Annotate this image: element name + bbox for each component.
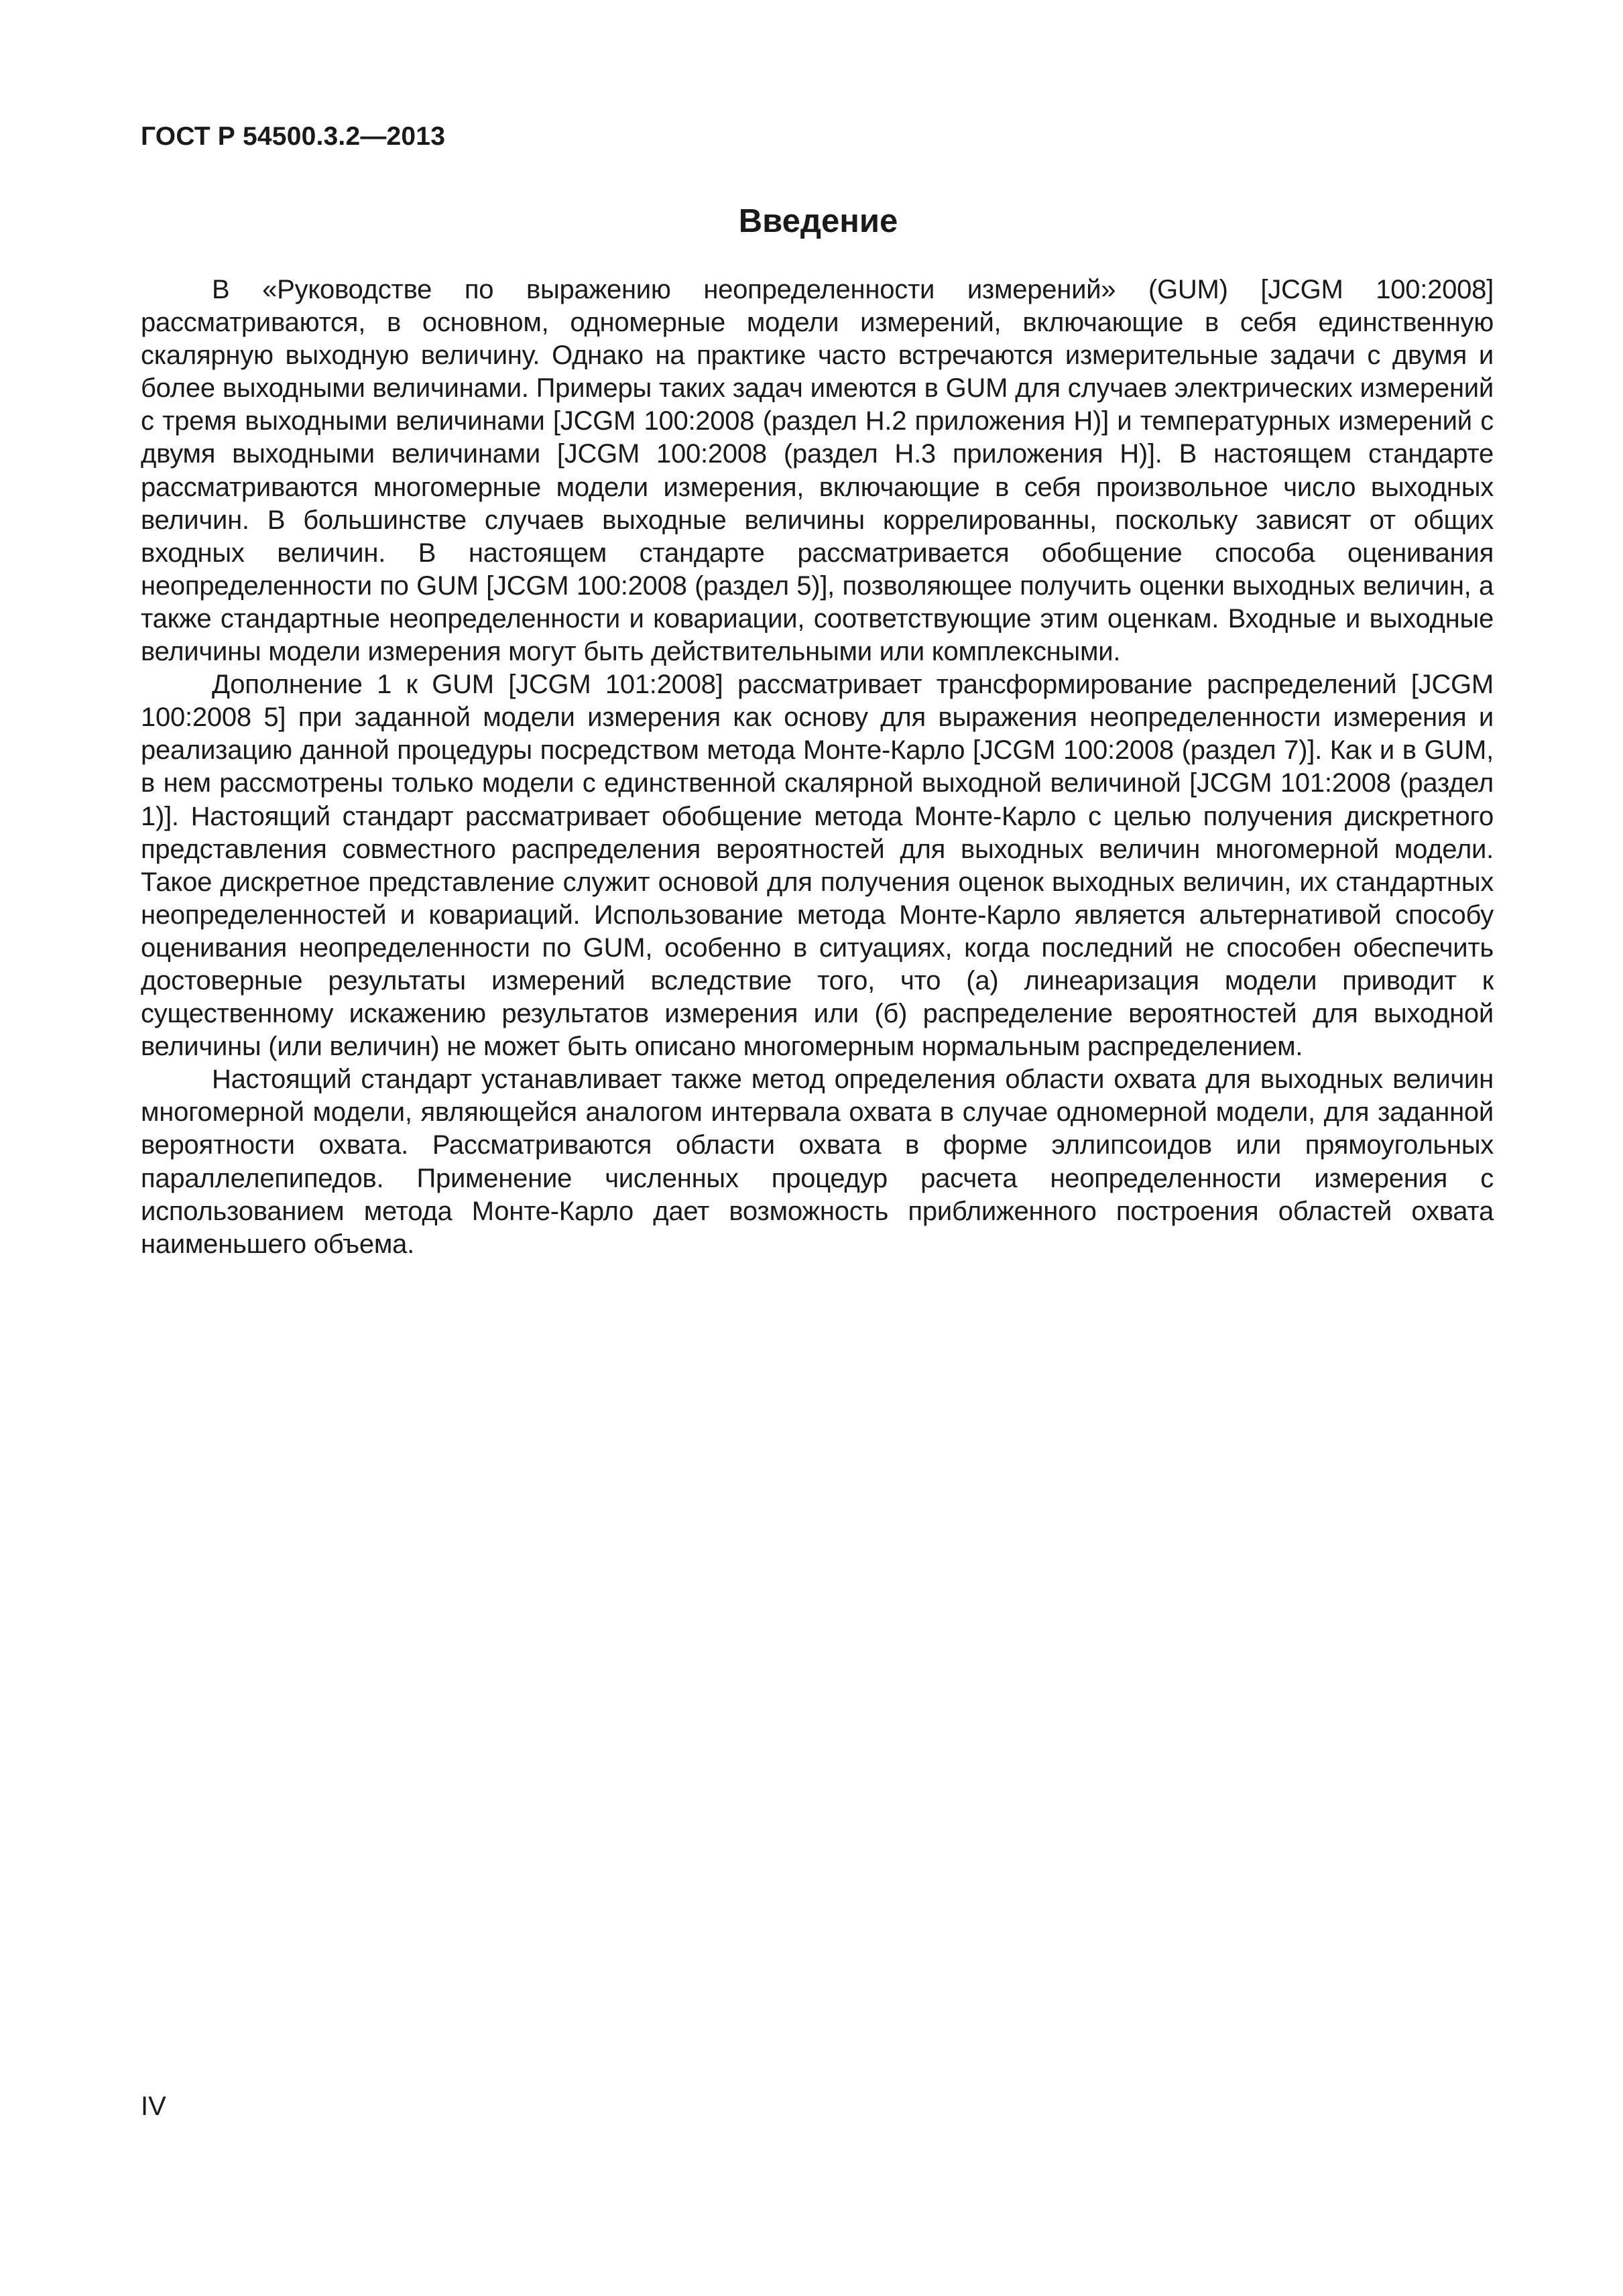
paragraph-3: Настоящий стандарт устанавливает также метод определения области охвата для выходных величин многомерной модели, являющейся аналогом интервала охвата в случае одномерной модели, для заданной вероятности охвата. Рассматриваются области охвата в форме эллипсоидов или прямоугольных параллелепипедов. Применение численных процедур расчета неопределенности измерения с использованием метода Монте-Карло дает возможность приближенного построения областей охвата наименьшего объема.: [141, 1065, 1494, 1259]
paragraph-1: В «Руководстве по выражению неопределенности измерений» (GUM) [JCGM 100:2008] рассматриваются, в основном, одномерные модели измерений, включающие в себя единственную скалярную выходную величину. Однако на практике часто встречаются измерительные задачи с двумя и более выходными величинами. Примеры таких задач имеются в GUM для случаев электрических измерений с тремя выходными величинами [JCGM 100:2008 (раздел Н.2 приложения Н)] и температурных измерений с двумя выходными величинами [JCGM 100:2008 (раздел Н.3 приложения Н)]. В настоящем стандарте рассматриваются многомерные модели измерения, включающие в себя произвольное число выходных величин. В большинстве случаев выходные величины коррелированны, поскольку зависят от общих входных величин. В настоящем стандарте рассматривается обобщение способа оценивания неопределенности по GUM [JCGM 100:2008 (раздел 5)], позволяющее получить оценки выходных величин, а также стандартные неопределенности и ковариации, соответствующие этим оценкам. Входные и выходные величины модели измерения могут быть действительными или комплексными.: [141, 275, 1494, 667]
page-number: IV: [141, 2092, 166, 2121]
document-header: ГОСТ Р 54500.3.2—2013: [141, 122, 446, 151]
section-title: Введение: [738, 203, 898, 239]
body-text: [141, 274, 1494, 1261]
paragraph-2: Дополнение 1 к GUM [JCGM 101:2008] рассматривает трансформирование распределений [JCGM 100:2008 5] при заданной модели измерения как основу для выражения неопределенности измерения и реализацию данной процедуры посредством метода Монте-Карло [JCGM 100:2008 (раздел 7)]. Как и в GUM, в нем рассмотрены только модели с единственной скалярной выходной величиной [JCGM 101:2008 (раздел 1)]. Настоящий стандарт рассматривает обобщение метода Монте-Карло с целью получения дискретного представления совместного распределения вероятностей для выходных величин многомерной модели. Такое дискретное представление служит основой для получения оценок выходных величин, их стандартных неопределенностей и ковариаций. Использование метода Монте-Карло является альтернативой способу оценивания неопределенности по GUM, особенно в ситуациях, когда последний не способен обеспечить достоверные результаты измерений вследствие того, что (а) линеаризация модели приводит к существенному искажению результатов измерения или (б) распределение вероятностей для выходной величины (или величин) не может быть описано многомерным нормальным распределением.: [141, 670, 1494, 1062]
